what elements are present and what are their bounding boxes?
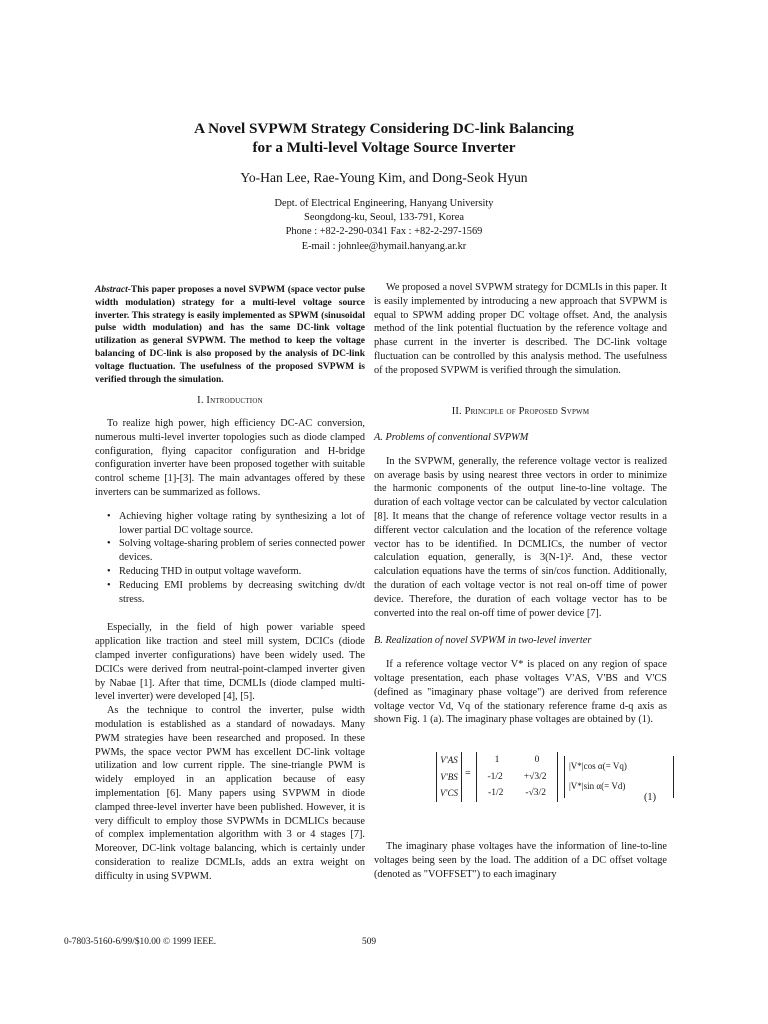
affiliation-address: Seongdong-ku, Seoul, 133-791, Korea	[304, 212, 464, 224]
section-2-body	[374, 431, 667, 727]
equation-lhs-vector: V'AS V'BS V'CS	[436, 752, 462, 802]
equation-matrix: 1 0 -1/2 +√3/2 -1/2 -√3/2	[476, 752, 558, 802]
abstract-text: This paper proposes a novel SVPWM (space vector pulse width modulation) strategy for a multi-level voltage source inverter. This strategy is easily implemented as SPWM (sinusoidal pulse width modulation) and has the same DC-link voltage utilization as general SVPWM. The method to keep the voltage balancing of DC-link is also proposed by the analysis of DC-link voltage fluctuation. The usefulness of the proposed SVPWM is verified through the simulation.	[95, 285, 365, 385]
equals-sign: =	[465, 768, 471, 779]
list-item: • Reducing THD in output voltage waveform.	[109, 565, 365, 579]
page-number: 509	[362, 937, 377, 947]
section-2-heading: II. Principle of Proposed Svpwm	[451, 406, 590, 417]
title-line-1: A Novel SVPWM Strategy Considering DC-link Balancing	[194, 120, 574, 137]
equation-rhs-vector: |V*|cos α(= Vq) |V*|sin α(= Vd)	[564, 756, 674, 798]
list-item: • Solving voltage-sharing problem of series connected power devices.	[109, 537, 365, 565]
list-item: • Achieving higher voltage rating by synthesizing a lot of lower partial DC voltage source.	[109, 510, 365, 538]
intro-paragraph-1: To realize high power, high efficiency DC-AC conversion, numerous multi-level inverter topologies such as diode clamped configuration, flying capacitor configuration and H-bridge configuration inverter have been proposed together with suitable control scheme [1]-[3]. The main advantages offered by these inverters can be summarized as follows.	[95, 418, 365, 498]
affiliation-dept: Dept. of Electrical Engineering, Hanyang University	[274, 198, 494, 209]
title-line-2: for a Multi-level Voltage Source Inverter	[252, 139, 516, 156]
equation-1	[436, 750, 676, 804]
subsection-b-heading: B. Realization of novel SVPWM in two-level inverter	[374, 635, 592, 647]
subsection-a-heading: A. Problems of conventional SVPWM	[374, 432, 529, 443]
subsection-a-paragraph: In the SVPWM, generally, the reference voltage vector is realized on average basis by using nearest three vectors in order to minimize the harmonic components of the output line-to-line voltage. The duration of each voltage vector can be calculated by vector calculation [8]. It means that the change of reference voltage vector results in a different vector calculation and the location of the reference voltage vector has to be identified. In DCMLICs, the number of vector calculation equation, generally, is 3(N-1)². And, these vector calculation equations have the terms of sin/cos function. Additionally, the duration of each voltage vector is not real on-off time of power device. Therefore, the duration of each voltage vector has to be converted into the real on-off time of power device [7].	[374, 455, 667, 619]
authors: Yo-Han Lee, Rae-Young Kim, and Dong-Seok Hyun	[240, 170, 528, 185]
intro-paragraph-2: Especially, in the field of high power variable speed application like traction and steel mill system, DCICs (diode clamped inverter configurations) have been widely used. The DCICs were derived from neutral-point-clamped inverter given by Nabae [1]. After that time, DCMLIs (diode clamped multi-level inverter) were developed [4], [5].	[95, 622, 365, 703]
paper-title	[60, 119, 708, 157]
footer-copyright: 0-7803-5160-6/99/$10.00 © 1999 IEEE.	[64, 937, 217, 947]
affiliation-phone: Phone : +82-2-290-0341 Fax : +82-2-297-1569	[285, 226, 483, 238]
subsection-b-paragraph: If a reference voltage vector V* is placed on any region of space voltage presentation, each phase voltages V'AS, V'BS and V'CS (defined as "imaginary phase voltage") are derived from reference voltage vector Vd, Vq of the stationary reference frame d-q axis as shown Fig. 1 (a). The imaginary phase voltages are obtained by (1).	[374, 659, 667, 726]
section-1-body	[95, 417, 365, 884]
right-intro: We proposed a novel SVPWM strategy for DCMLIs in this paper. It is easily implemented by introducing a new approach that SVPWM is equal to SPWM adding proper DC voltage offset. And, the analysis method of the link potential fluctuation by the reference voltage and phase current in the inverter is described. The DC-link voltage fluctuation can be controlled by this analysis method. The usefulness of the proposed SVPWM is verified through the simulation.	[374, 282, 667, 376]
abstract	[95, 284, 365, 386]
section-1-heading: I. Introduction	[197, 395, 263, 406]
equation-number: (1)	[644, 792, 657, 803]
affiliation	[60, 197, 708, 254]
list-item: • Reducing EMI problems by decreasing switching dv/dt stress.	[109, 579, 365, 607]
affiliation-email: E-mail : johnlee@hymail.hanyang.ar.kr	[301, 240, 467, 252]
right-closing-paragraph: The imaginary phase voltages have the information of line-to-line voltages being seen by the load. The addition of a DC offset voltage (denoted as "VOFFSET") to each imaginary	[374, 841, 667, 880]
advantages-list	[95, 510, 365, 607]
intro-paragraph-3: As the technique to control the inverter, pulse width modulation is established as a standard of nowadays. Many PWM strategies have been researched and proposed. In these PWMs, the space vector PWM has excellent DC-link voltage utilization and low current ripple. The sine-triangle PWM is widely employed in an application because of easy implementation [6]. Many papers using SVPWM in diode clamped three-level inverter have been published. However, it is very difficult to employ those SVPWMs in DCMLICs because of complex implementation algorithm with 3 or 4 stages [7]. Moreover, DC-link voltage balancing, which is certainly under consideration to realize DCMLIs, adds an extra weight on difficulty in using SVPWM.	[95, 705, 365, 882]
abstract-label: Abstract-	[95, 285, 131, 295]
